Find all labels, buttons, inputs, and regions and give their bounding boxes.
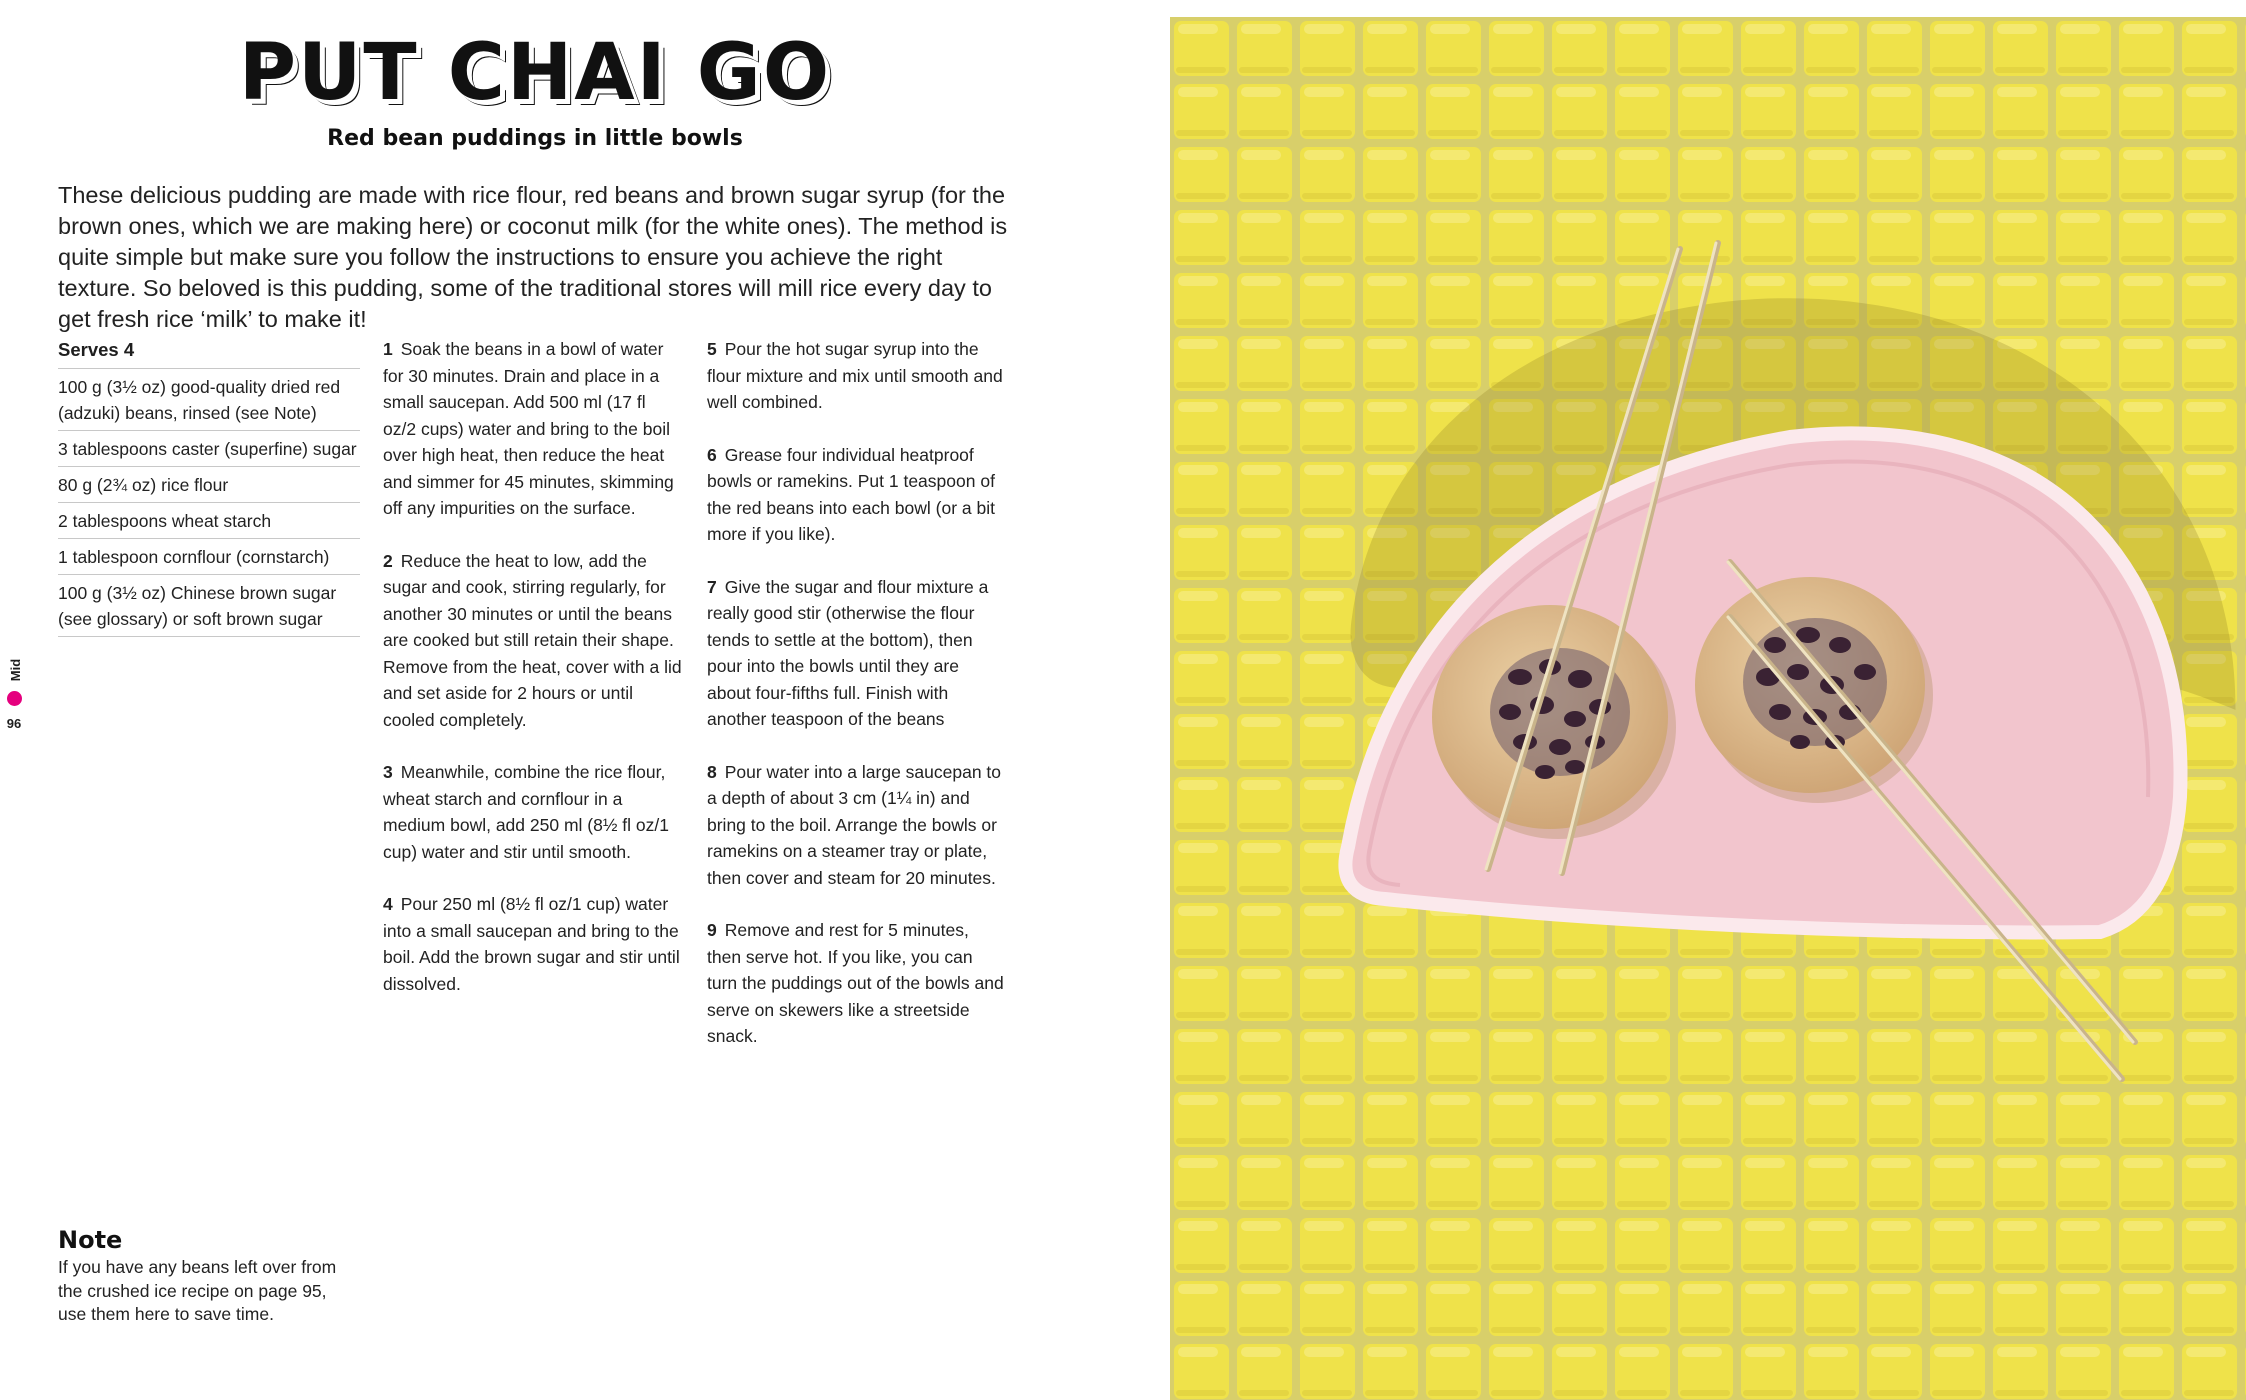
step-number: 9 <box>707 920 717 940</box>
method-step-8 <box>707 759 1007 892</box>
method-step-9 <box>707 917 1007 1050</box>
step-number: 3 <box>383 762 393 782</box>
method-step-2 <box>383 548 683 734</box>
note-text: If you have any beans left over from the crushed ice recipe on page 95, use them here to save time. <box>58 1257 337 1324</box>
method-step-1 <box>383 336 683 522</box>
ingredient-item: 80 g (2¾ oz) rice flour <box>58 467 360 503</box>
method-step-4 <box>383 891 683 997</box>
ingredient-item: 100 g (3½ oz) good-quality dried red (adzuki) beans, rinsed (see Note) <box>58 369 360 431</box>
step-number: 7 <box>707 576 717 597</box>
step-text: Pour 250 ml (8½ fl oz/1 cup) water into a small saucepan and bring to the boil. Add the brown sugar and stir until dissolved. <box>383 894 680 994</box>
ingredients-column <box>58 336 360 637</box>
section-label: Mid <box>7 658 23 682</box>
method-step-5 <box>707 336 1007 416</box>
step-text: Reduce the heat to low, add the sugar and cook, stirring regularly, for another 30 minutes or until the beans are cooked but still retain their shape. Remove from the heat, cover with a lid and set aside for 2 hours or until cooled completely. <box>383 550 682 730</box>
ingredient-item: 1 tablespoon cornflour (cornstarch) <box>58 539 360 575</box>
recipe-intro: These delicious pudding are made with rice flour, red beans and brown sugar syrup (for the brown ones, which we are making here) or coconut milk (for the white ones). The method is quite simple but make sure you follow the instructions to ensure you achieve the right texture. So beloved is this pudding, some of the traditional stores will mill rice every day to get fresh rice ‘milk’ to make it! <box>58 182 1008 332</box>
ingredient-item: 100 g (3½ oz) Chinese brown sugar (see glossary) or soft brown sugar <box>58 575 360 637</box>
step-text: Grease four individual heatproof bowls or ramekins. Put 1 teaspoon of the red beans into each bowl (or a bit more if you like). <box>707 444 995 544</box>
section-dot-icon <box>7 691 22 706</box>
ingredient-list <box>58 369 360 637</box>
step-number: 2 <box>383 550 393 571</box>
step-text: Give the sugar and flour mixture a really good stir (otherwise the flour tends to settle at the bottom), then pour into the bowls until they are about four-fifths full. Finish with another teaspoon of the beans <box>707 576 989 729</box>
serves-label: Serves 4 <box>58 336 360 369</box>
recipe-title: PUT CHAI GO <box>238 28 832 118</box>
dessert-photo <box>1170 17 2246 1400</box>
step-number: 4 <box>383 894 393 914</box>
step-text: Remove and rest for 5 minutes, then serve hot. If you like, you can turn the puddings out of the bowls and serve on skewers like a streetside snack. <box>707 920 1004 1046</box>
method-column-2 <box>707 336 1007 1076</box>
method-column-1 <box>383 336 683 1023</box>
step-text: Soak the beans in a bowl of water for 30 minutes. Drain and place in a small saucepan. Add 500 ml (17 fl oz/2 cups) water and bring to the boil over high heat, then reduce the heat and simmer for 45 minutes, skimming off any impurities on the surface. <box>383 339 674 518</box>
method-step-3 <box>383 759 683 865</box>
method-step-7 <box>707 574 1007 733</box>
step-number: 8 <box>707 761 717 782</box>
step-number: 1 <box>383 339 393 359</box>
step-number: 6 <box>707 444 717 465</box>
ingredient-item: 2 tablespoons wheat starch <box>58 503 360 539</box>
recipe-subtitle: Red bean puddings in little bowls <box>327 126 743 151</box>
note-heading: Note <box>58 1226 123 1254</box>
step-text: Pour the hot sugar syrup into the flour mixture and mix until smooth and well combined. <box>707 339 1003 412</box>
step-text: Pour water into a large saucepan to a depth of about 3 cm (1¼ in) and bring to the boil. Arrange the bowls or ramekins on a steamer tray or plate, then cover and steam for 20 minutes. <box>707 761 1002 888</box>
step-number: 5 <box>707 339 717 359</box>
method-step-6 <box>707 442 1007 548</box>
step-text: Meanwhile, combine the rice flour, wheat starch and cornflour in a medium bowl, add 250 ml (8½ fl oz/1 cup) water and stir until smooth. <box>383 762 669 862</box>
ingredient-item: 3 tablespoons caster (superfine) sugar <box>58 431 360 467</box>
page-number: 96 <box>6 716 22 731</box>
